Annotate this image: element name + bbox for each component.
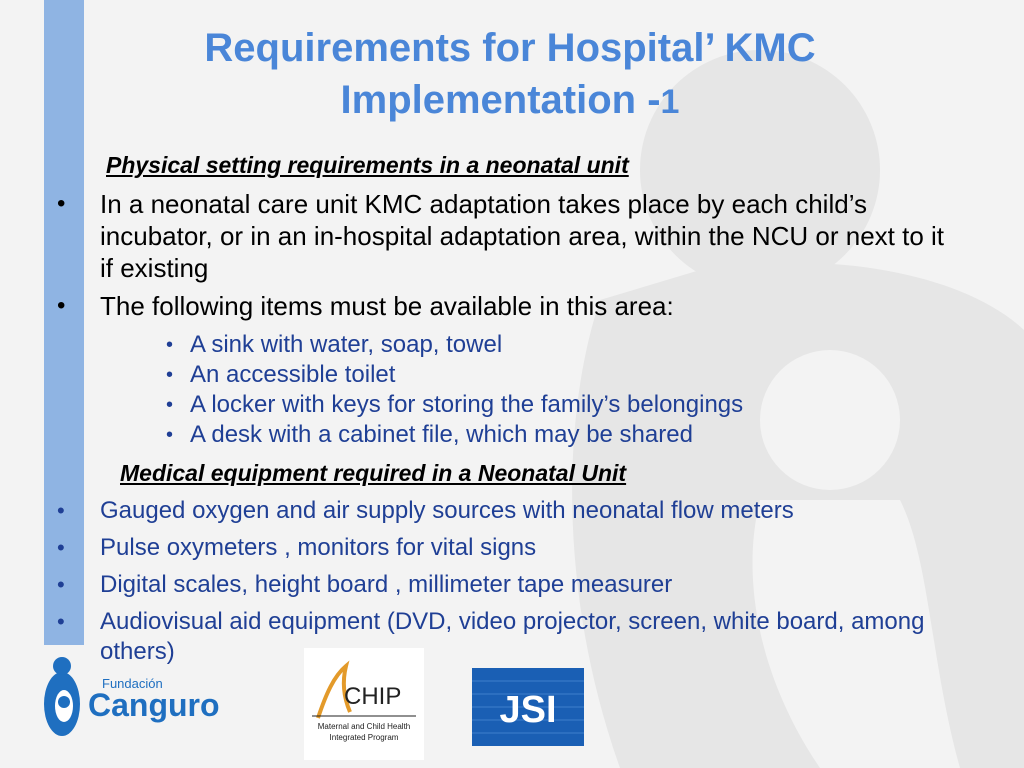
- bullet-icon: •: [166, 394, 174, 416]
- mchip-line-1: Maternal and Child Health: [317, 722, 411, 731]
- canguro-big-text: Canguro: [88, 687, 220, 723]
- sub-bullet-list: [166, 330, 950, 450]
- list-item: [166, 420, 950, 450]
- bullet-icon: •: [57, 498, 65, 523]
- title-line-1: Requirements for Hospital’ KMC: [204, 26, 816, 70]
- mchip-main-text: CHIP: [344, 683, 402, 710]
- list-item: [57, 188, 950, 284]
- bullet-icon: •: [57, 572, 65, 597]
- bullet-icon: •: [166, 364, 174, 386]
- bullet-icon: •: [57, 609, 65, 634]
- canguro-kangaroo-icon: [44, 657, 80, 736]
- main-bullet-list: [57, 188, 950, 328]
- list-item: [166, 330, 950, 360]
- list-item-text: A desk with a cabinet file, which may be shared: [190, 421, 693, 448]
- list-item-text: An accessible toilet: [190, 361, 396, 388]
- jsi-logo: [472, 668, 584, 746]
- bullet-icon: •: [57, 190, 66, 217]
- title-number: 1: [660, 83, 680, 121]
- mchip-line-2: Integrated Program: [329, 733, 399, 742]
- list-item-text: Gauged oxygen and air supply sources with neonatal flow meters: [100, 497, 794, 524]
- canguro-small-text: Fundación: [102, 676, 163, 691]
- bullet-icon: •: [57, 535, 65, 560]
- list-item: [57, 496, 950, 526]
- list-item: [57, 290, 950, 322]
- section-heading-physical: Physical setting requirements in a neonatal unit: [106, 152, 629, 178]
- list-item-text: The following items must be available in this area:: [100, 291, 674, 321]
- list-item-text: Pulse oxymeters , monitors for vital signs: [100, 534, 537, 561]
- list-item: [166, 390, 950, 420]
- list-item-text: Digital scales, height board , millimeter tape measurer: [100, 571, 673, 598]
- list-item-text: A sink with water, soap, towel: [190, 331, 503, 358]
- bullet-icon: •: [166, 424, 174, 446]
- list-item: [166, 360, 950, 390]
- bullet-icon: •: [166, 334, 174, 356]
- title-line-2: Implementation -: [340, 78, 661, 122]
- equipment-bullet-list: [57, 496, 950, 674]
- slide-title: [100, 22, 920, 128]
- list-item: [57, 533, 950, 563]
- jsi-text: JSI: [499, 689, 557, 731]
- fundacion-canguro-logo: [36, 652, 256, 742]
- section-heading-medical: Medical equipment required in a Neonatal Unit: [120, 460, 627, 486]
- bullet-icon: •: [57, 292, 66, 319]
- list-item-text: A locker with keys for storing the family’s belongings: [190, 391, 744, 418]
- list-item-text: In a neonatal care unit KMC adaptation takes place by each child’s incubator, or in an in-hospital adaptation area, within the NCU or next to it if existing: [100, 189, 945, 283]
- list-item-text: Audiovisual aid equipment (DVD, video projector, screen, white board, among others): [100, 608, 925, 665]
- mchip-logo: [304, 648, 424, 760]
- list-item: [57, 570, 950, 600]
